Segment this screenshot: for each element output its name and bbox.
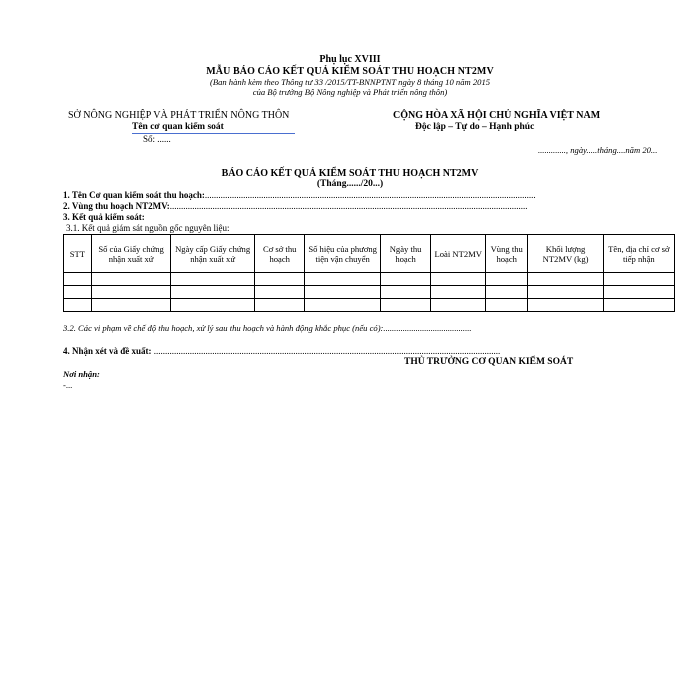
item-area-label: 2. Vùng thu hoạch NT2MV: (63, 201, 170, 211)
col-species: Loài NT2MV (431, 235, 486, 273)
agency-name: Tên cơ quan kiểm soát (132, 122, 224, 132)
issued-note-line2: của Bộ trưởng Bộ Nông nghiệp và Phát triển nông thôn) (252, 87, 448, 97)
table-cell (603, 299, 674, 312)
table-cell (486, 273, 528, 286)
table-cell (528, 299, 603, 312)
table-cell (64, 286, 92, 299)
table-cell (305, 286, 380, 299)
col-stt: STT (64, 235, 92, 273)
date-line: ............., ngày.....tháng....năm 20... (538, 145, 658, 155)
recipient-item: -... (63, 380, 73, 390)
table-cell (171, 299, 255, 312)
department-name: SỞ NÔNG NGHIỆP VÀ PHÁT TRIỂN NÔNG THÔN (68, 110, 290, 121)
national-motto: Độc lập – Tự do – Hạnh phúc (415, 122, 535, 132)
table-cell (64, 273, 92, 286)
table-cell (528, 273, 603, 286)
report-title: BÁO CÁO KẾT QUẢ KIỂM SOÁT THU HOẠCH NT2MV (221, 168, 479, 179)
table-cell (380, 273, 431, 286)
signature-title: THỦ TRƯỞNG CƠ QUAN KIỂM SOÁT (404, 357, 574, 367)
form-title: MẪU BÁO CÁO KẾT QUẢ KIỂM SOÁT THU HOẠCH NT2MV (206, 66, 494, 77)
item-area (63, 201, 528, 211)
col-harvest-date: Ngày thu hoạch (380, 235, 431, 273)
item-agency-dots: ................................................................................................................................................... (204, 190, 536, 200)
table-cell (171, 273, 255, 286)
table-cell (91, 273, 170, 286)
col-certificate-number: Số của Giấy chứng nhận xuất xứ (91, 235, 170, 273)
table-cell (91, 286, 170, 299)
table-cell (603, 273, 674, 286)
table-cell (486, 299, 528, 312)
table-cell (254, 273, 305, 286)
item-comments-label: 4. Nhận xét và đề xuất: (63, 346, 152, 356)
col-vehicle-number: Số hiệu của phương tiện vận chuyển (305, 235, 380, 273)
table-cell (380, 286, 431, 299)
item-agency-label: 1. Tên Cơ quan kiểm soát thu hoạch: (63, 190, 205, 200)
recipient-label: Nơi nhận: (63, 369, 100, 379)
table-cell (486, 286, 528, 299)
table-cell (431, 299, 486, 312)
table-cell (254, 299, 305, 312)
report-month: (Tháng....../20...) (316, 179, 384, 189)
item-agency (63, 190, 536, 200)
appendix-label: Phụ lục XVIII (319, 54, 381, 65)
col-certificate-date: Ngày cấp Giấy chứng nhận xuất xứ (171, 235, 255, 273)
table-cell (305, 299, 380, 312)
table-cell (91, 299, 170, 312)
table-header-row (64, 235, 675, 273)
item-origin-monitoring: 3.1. Kết quả giám sát nguồn gốc nguyên liệu: (66, 223, 230, 233)
table-cell (254, 286, 305, 299)
table-cell (305, 273, 380, 286)
table-cell (64, 299, 92, 312)
results-table (63, 234, 675, 312)
col-weight: Khối lượng NT2MV (kg) (528, 235, 603, 273)
table-row (64, 273, 675, 286)
table-cell (528, 286, 603, 299)
item-results: 3. Kết quả kiểm soát: (63, 212, 145, 222)
table-cell (603, 286, 674, 299)
item-comments-dots: .......................................................................................................................................................... (151, 346, 501, 356)
item-area-dots: ............................................................................................................................................................... (169, 201, 528, 211)
item-violations: 3.2. Các vi phạm về chế độ thu hoạch, xử lý sau thu hoạch và hành động khắc phục (nếu có):......................................... (63, 323, 472, 333)
table-row (64, 299, 675, 312)
table-row (64, 286, 675, 299)
table-cell (431, 273, 486, 286)
col-receiver: Tên, địa chỉ cơ sở tiếp nhận (603, 235, 674, 273)
col-harvest-area: Vùng thu hoạch (486, 235, 528, 273)
document-number: Số: ...... (143, 134, 171, 144)
col-harvest-facility: Cơ sở thu hoạch (254, 235, 305, 273)
country-name: CỘNG HÒA XÃ HỘI CHỦ NGHĨA VIỆT NAM (393, 110, 601, 121)
issued-note-line1: (Ban hành kèm theo Thông tư 33 /2015/TT-BNNPTNT ngày 8 tháng 10 năm 2015 (209, 77, 491, 87)
table-cell (431, 286, 486, 299)
table-cell (380, 299, 431, 312)
table-cell (171, 286, 255, 299)
item-comments (63, 346, 500, 356)
